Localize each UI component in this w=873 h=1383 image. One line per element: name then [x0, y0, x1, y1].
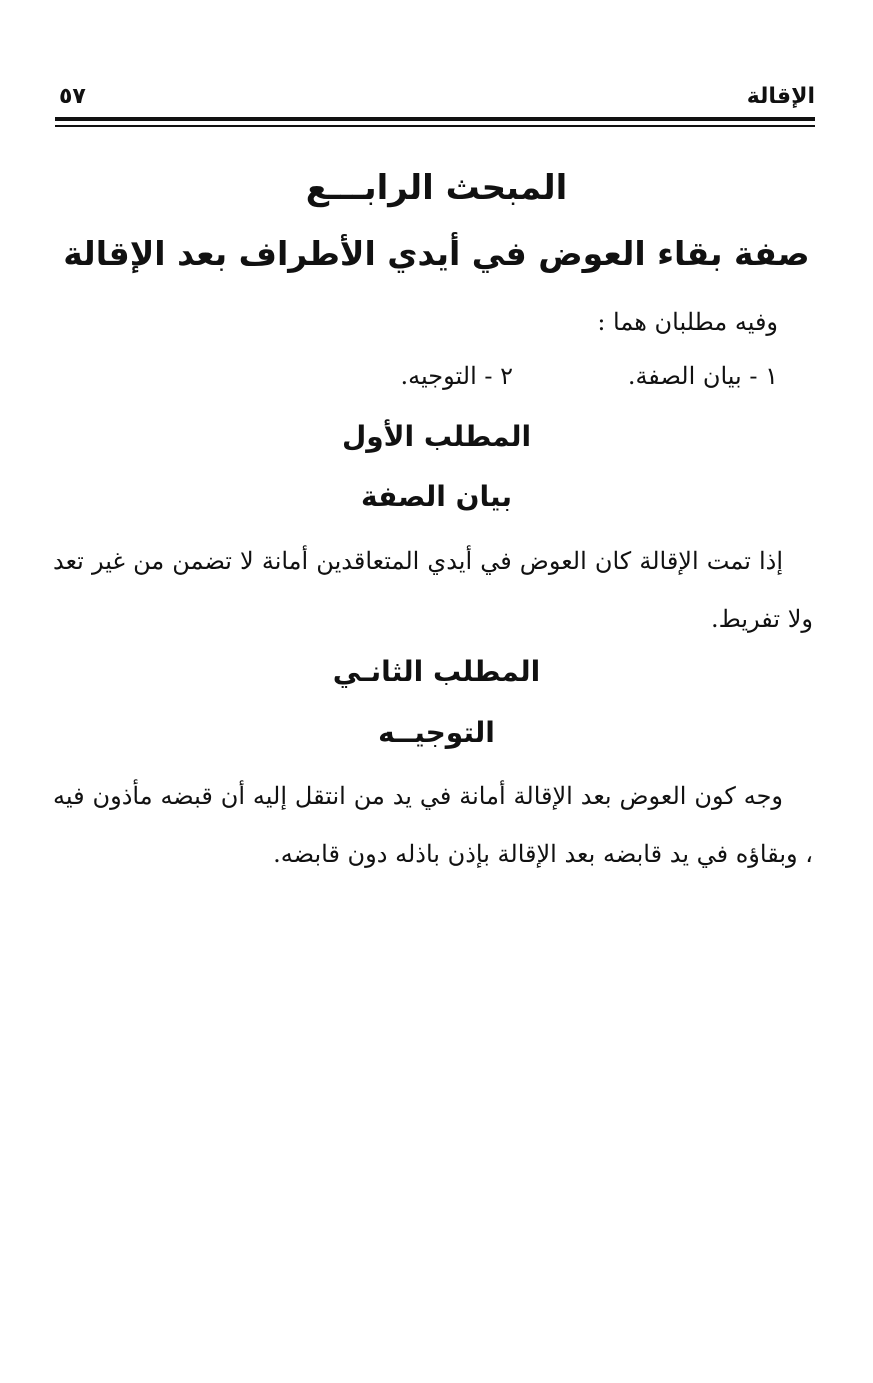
- matlab-1-paragraph: [53, 532, 813, 648]
- header-rule-thin: [55, 125, 815, 127]
- list-item: ٢ - التوجيه.: [400, 362, 513, 390]
- matlab-1-subheading: بيان الصفة: [361, 480, 512, 513]
- matlab-2-paragraph-text: وجه كون العوض بعد الإقالة أمانة في يد من انتقل إليه أن قبضه مأذون فيه ، وبقاؤه في يد قابضه بعد الإقالة بإذن باذله دون قابضه.: [53, 782, 813, 868]
- matlab-2-subheading: التوجيــه: [378, 716, 495, 749]
- section-items-list: [218, 362, 778, 398]
- section-heading: المبحث الرابـــع: [305, 168, 568, 208]
- running-header-title: الإقالة: [746, 84, 815, 109]
- matlab-1-heading: المطلب الأول: [341, 420, 532, 453]
- header-rule-thick: [55, 117, 815, 121]
- section-intro: وفيه مطلبان هما :: [597, 308, 778, 336]
- page-number: ٥٧: [59, 84, 86, 109]
- list-item: ١ - بيان الصفة.: [627, 362, 778, 390]
- matlab-2-paragraph: [53, 767, 813, 883]
- matlab-1-paragraph-text: إذا تمت الإقالة كان العوض في أيدي المتعاقدين أمانة لا تضمن من غير تعد ولا تفريط.: [53, 547, 813, 633]
- matlab-2-heading: المطلب الثانـي: [332, 655, 541, 688]
- section-title: صفة بقاء العوض في أيدي الأطراف بعد الإقالة: [63, 234, 810, 273]
- running-header: [55, 84, 815, 114]
